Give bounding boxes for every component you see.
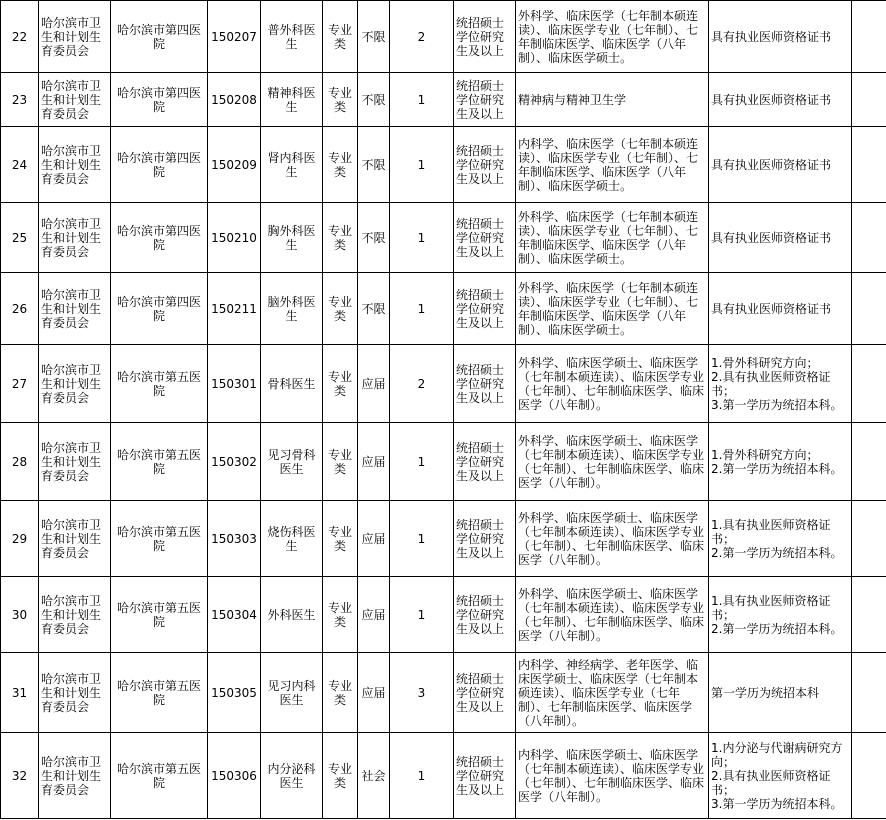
major-cell: 外科学、临床医学（七年制本硕连读）、临床医学专业（七年制）、七年制临床医学、临床医学（八年制）、临床医学硕士。 <box>516 1 709 73</box>
row-number: 26 <box>1 273 39 345</box>
row-number: 23 <box>1 73 39 127</box>
education-cell: 统招硕士学位研究生及以上 <box>454 577 516 653</box>
table-row <box>1 653 886 733</box>
headcount-cell: 3 <box>390 653 454 733</box>
recruit-scope-cell: 不限 <box>358 1 390 73</box>
department-cell: 哈尔滨市卫生和计划生育委员会 <box>39 273 111 345</box>
post-name-cell: 骨科医生 <box>261 345 323 423</box>
department-cell: 哈尔滨市卫生和计划生育委员会 <box>39 577 111 653</box>
recruit-scope-cell: 应届 <box>358 653 390 733</box>
department-cell: 哈尔滨市卫生和计划生育委员会 <box>39 345 111 423</box>
post-name-cell: 普外科医生 <box>261 1 323 73</box>
table-row <box>1 501 886 577</box>
post-name-cell: 烧伤科医生 <box>261 501 323 577</box>
post-code-cell: 150304 <box>208 577 261 653</box>
table-row <box>1 423 886 501</box>
post-code-cell: 150210 <box>208 203 261 273</box>
headcount-cell: 1 <box>390 733 454 819</box>
remarks-cell <box>852 577 886 653</box>
post-code-cell: 150207 <box>208 1 261 73</box>
remarks-cell <box>852 653 886 733</box>
unit-cell: 哈尔滨市第四医院 <box>111 203 208 273</box>
major-cell: 外科学、临床医学（七年制本硕连读）、临床医学专业（七年制）、七年制临床医学、临床医学（八年制）、临床医学硕士。 <box>516 273 709 345</box>
unit-cell: 哈尔滨市第五医院 <box>111 577 208 653</box>
other-requirements-cell: 1.骨外科研究方向； 2.第一学历为统招本科。 <box>709 423 852 501</box>
row-number: 32 <box>1 733 39 819</box>
department-cell: 哈尔滨市卫生和计划生育委员会 <box>39 127 111 203</box>
headcount-cell: 1 <box>390 501 454 577</box>
major-cell: 外科学、临床医学（七年制本硕连读）、临床医学专业（七年制）、七年制临床医学、临床医学（八年制）、临床医学硕士。 <box>516 203 709 273</box>
table-row <box>1 345 886 423</box>
other-requirements-cell: 具有执业医师资格证书 <box>709 273 852 345</box>
post-type-cell: 专业类 <box>323 423 358 501</box>
recruit-scope-cell: 社会 <box>358 733 390 819</box>
post-code-cell: 150301 <box>208 345 261 423</box>
other-requirements-cell: 具有执业医师资格证书 <box>709 127 852 203</box>
unit-cell: 哈尔滨市第四医院 <box>111 73 208 127</box>
post-type-cell: 专业类 <box>323 73 358 127</box>
remarks-cell <box>852 501 886 577</box>
major-cell: 外科学、临床医学硕士、临床医学（七年制本硕连读）、临床医学专业（七年制）、七年制临床医学、临床医学（八年制）。 <box>516 501 709 577</box>
table-row <box>1 203 886 273</box>
other-requirements-cell: 1.内分泌与代谢病研究方向； 2.具有执业医师资格证书； 3.第一学历为统招本科。 <box>709 733 852 819</box>
department-cell: 哈尔滨市卫生和计划生育委员会 <box>39 423 111 501</box>
post-type-cell: 专业类 <box>323 127 358 203</box>
post-code-cell: 150211 <box>208 273 261 345</box>
education-cell: 统招硕士学位研究生及以上 <box>454 1 516 73</box>
education-cell: 统招硕士学位研究生及以上 <box>454 653 516 733</box>
remarks-cell <box>852 203 886 273</box>
major-cell: 内科学、神经病学、老年医学、临床医学硕士、临床医学（七年制本硕连读）、临床医学专业（七年制）、七年制临床医学、临床医学（八年制）。 <box>516 653 709 733</box>
major-cell: 外科学、临床医学硕士、临床医学（七年制本硕连读）、临床医学专业（七年制）、七年制临床医学、临床医学（八年制）。 <box>516 345 709 423</box>
post-code-cell: 150209 <box>208 127 261 203</box>
table-row <box>1 273 886 345</box>
major-cell: 精神病与精神卫生学 <box>516 73 709 127</box>
department-cell: 哈尔滨市卫生和计划生育委员会 <box>39 653 111 733</box>
row-number: 27 <box>1 345 39 423</box>
recruit-scope-cell: 应届 <box>358 501 390 577</box>
other-requirements-cell: 1.骨外科研究方向； 2.具有执业医师资格证书； 3.第一学历为统招本科。 <box>709 345 852 423</box>
unit-cell: 哈尔滨市第五医院 <box>111 423 208 501</box>
table-row <box>1 1 886 73</box>
table-row <box>1 73 886 127</box>
row-number: 31 <box>1 653 39 733</box>
department-cell: 哈尔滨市卫生和计划生育委员会 <box>39 203 111 273</box>
other-requirements-cell: 具有执业医师资格证书 <box>709 73 852 127</box>
table-body <box>1 1 886 819</box>
recruit-scope-cell: 不限 <box>358 273 390 345</box>
post-type-cell: 专业类 <box>323 345 358 423</box>
unit-cell: 哈尔滨市第五医院 <box>111 345 208 423</box>
headcount-cell: 1 <box>390 273 454 345</box>
row-number: 24 <box>1 127 39 203</box>
unit-cell: 哈尔滨市第四医院 <box>111 127 208 203</box>
row-number: 29 <box>1 501 39 577</box>
row-number: 28 <box>1 423 39 501</box>
post-name-cell: 肾内科医生 <box>261 127 323 203</box>
remarks-cell <box>852 1 886 73</box>
headcount-cell: 1 <box>390 203 454 273</box>
other-requirements-cell: 具有执业医师资格证书 <box>709 1 852 73</box>
education-cell: 统招硕士学位研究生及以上 <box>454 203 516 273</box>
remarks-cell <box>852 273 886 345</box>
post-code-cell: 150306 <box>208 733 261 819</box>
unit-cell: 哈尔滨市第五医院 <box>111 501 208 577</box>
major-cell: 外科学、临床医学硕士、临床医学（七年制本硕连读）、临床医学专业（七年制）、七年制临床医学、临床医学（八年制）。 <box>516 423 709 501</box>
headcount-cell: 2 <box>390 1 454 73</box>
other-requirements-cell: 具有执业医师资格证书 <box>709 203 852 273</box>
post-code-cell: 150302 <box>208 423 261 501</box>
remarks-cell <box>852 733 886 819</box>
department-cell: 哈尔滨市卫生和计划生育委员会 <box>39 733 111 819</box>
row-number: 22 <box>1 1 39 73</box>
education-cell: 统招硕士学位研究生及以上 <box>454 127 516 203</box>
post-type-cell: 专业类 <box>323 273 358 345</box>
unit-cell: 哈尔滨市第四医院 <box>111 1 208 73</box>
headcount-cell: 1 <box>390 577 454 653</box>
recruit-scope-cell: 不限 <box>358 73 390 127</box>
post-name-cell: 见习骨科医生 <box>261 423 323 501</box>
table-row <box>1 127 886 203</box>
recruit-scope-cell: 应届 <box>358 423 390 501</box>
other-requirements-cell: 1.具有执业医师资格证书； 2.第一学历为统招本科。 <box>709 501 852 577</box>
post-code-cell: 150303 <box>208 501 261 577</box>
department-cell: 哈尔滨市卫生和计划生育委员会 <box>39 1 111 73</box>
post-type-cell: 专业类 <box>323 501 358 577</box>
table-row <box>1 733 886 819</box>
headcount-cell: 1 <box>390 73 454 127</box>
remarks-cell <box>852 423 886 501</box>
recruit-scope-cell: 不限 <box>358 127 390 203</box>
major-cell: 内科学、临床医学硕士、临床医学（七年制本硕连读）、临床医学专业（七年制）、七年制临床医学、临床医学（八年制）。 <box>516 733 709 819</box>
post-code-cell: 150208 <box>208 73 261 127</box>
post-type-cell: 专业类 <box>323 653 358 733</box>
unit-cell: 哈尔滨市第四医院 <box>111 273 208 345</box>
other-requirements-cell: 1.具有执业医师资格证书； 2.第一学历为统招本科。 <box>709 577 852 653</box>
post-name-cell: 胸外科医生 <box>261 203 323 273</box>
education-cell: 统招硕士学位研究生及以上 <box>454 273 516 345</box>
department-cell: 哈尔滨市卫生和计划生育委员会 <box>39 73 111 127</box>
headcount-cell: 1 <box>390 423 454 501</box>
post-name-cell: 见习内科医生 <box>261 653 323 733</box>
post-code-cell: 150305 <box>208 653 261 733</box>
remarks-cell <box>852 73 886 127</box>
row-number: 30 <box>1 577 39 653</box>
headcount-cell: 2 <box>390 345 454 423</box>
education-cell: 统招硕士学位研究生及以上 <box>454 733 516 819</box>
education-cell: 统招硕士学位研究生及以上 <box>454 501 516 577</box>
post-type-cell: 专业类 <box>323 1 358 73</box>
unit-cell: 哈尔滨市第五医院 <box>111 733 208 819</box>
post-type-cell: 专业类 <box>323 733 358 819</box>
recruit-scope-cell: 应届 <box>358 577 390 653</box>
post-name-cell: 外科医生 <box>261 577 323 653</box>
headcount-cell: 1 <box>390 127 454 203</box>
post-name-cell: 精神科医生 <box>261 73 323 127</box>
post-type-cell: 专业类 <box>323 203 358 273</box>
table-row <box>1 577 886 653</box>
department-cell: 哈尔滨市卫生和计划生育委员会 <box>39 501 111 577</box>
major-cell: 内科学、临床医学（七年制本硕连读）、临床医学专业（七年制）、七年制临床医学、临床医学（八年制）、临床医学硕士。 <box>516 127 709 203</box>
post-name-cell: 脑外科医生 <box>261 273 323 345</box>
education-cell: 统招硕士学位研究生及以上 <box>454 345 516 423</box>
education-cell: 统招硕士学位研究生及以上 <box>454 423 516 501</box>
remarks-cell <box>852 127 886 203</box>
post-name-cell: 内分泌科医生 <box>261 733 323 819</box>
other-requirements-cell: 第一学历为统招本科 <box>709 653 852 733</box>
recruit-scope-cell: 应届 <box>358 345 390 423</box>
unit-cell: 哈尔滨市第五医院 <box>111 653 208 733</box>
major-cell: 外科学、临床医学硕士、临床医学（七年制本硕连读）、临床医学专业（七年制）、七年制临床医学、临床医学（八年制）。 <box>516 577 709 653</box>
row-number: 25 <box>1 203 39 273</box>
recruit-scope-cell: 不限 <box>358 203 390 273</box>
education-cell: 统招硕士学位研究生及以上 <box>454 73 516 127</box>
remarks-cell <box>852 345 886 423</box>
post-type-cell: 专业类 <box>323 577 358 653</box>
